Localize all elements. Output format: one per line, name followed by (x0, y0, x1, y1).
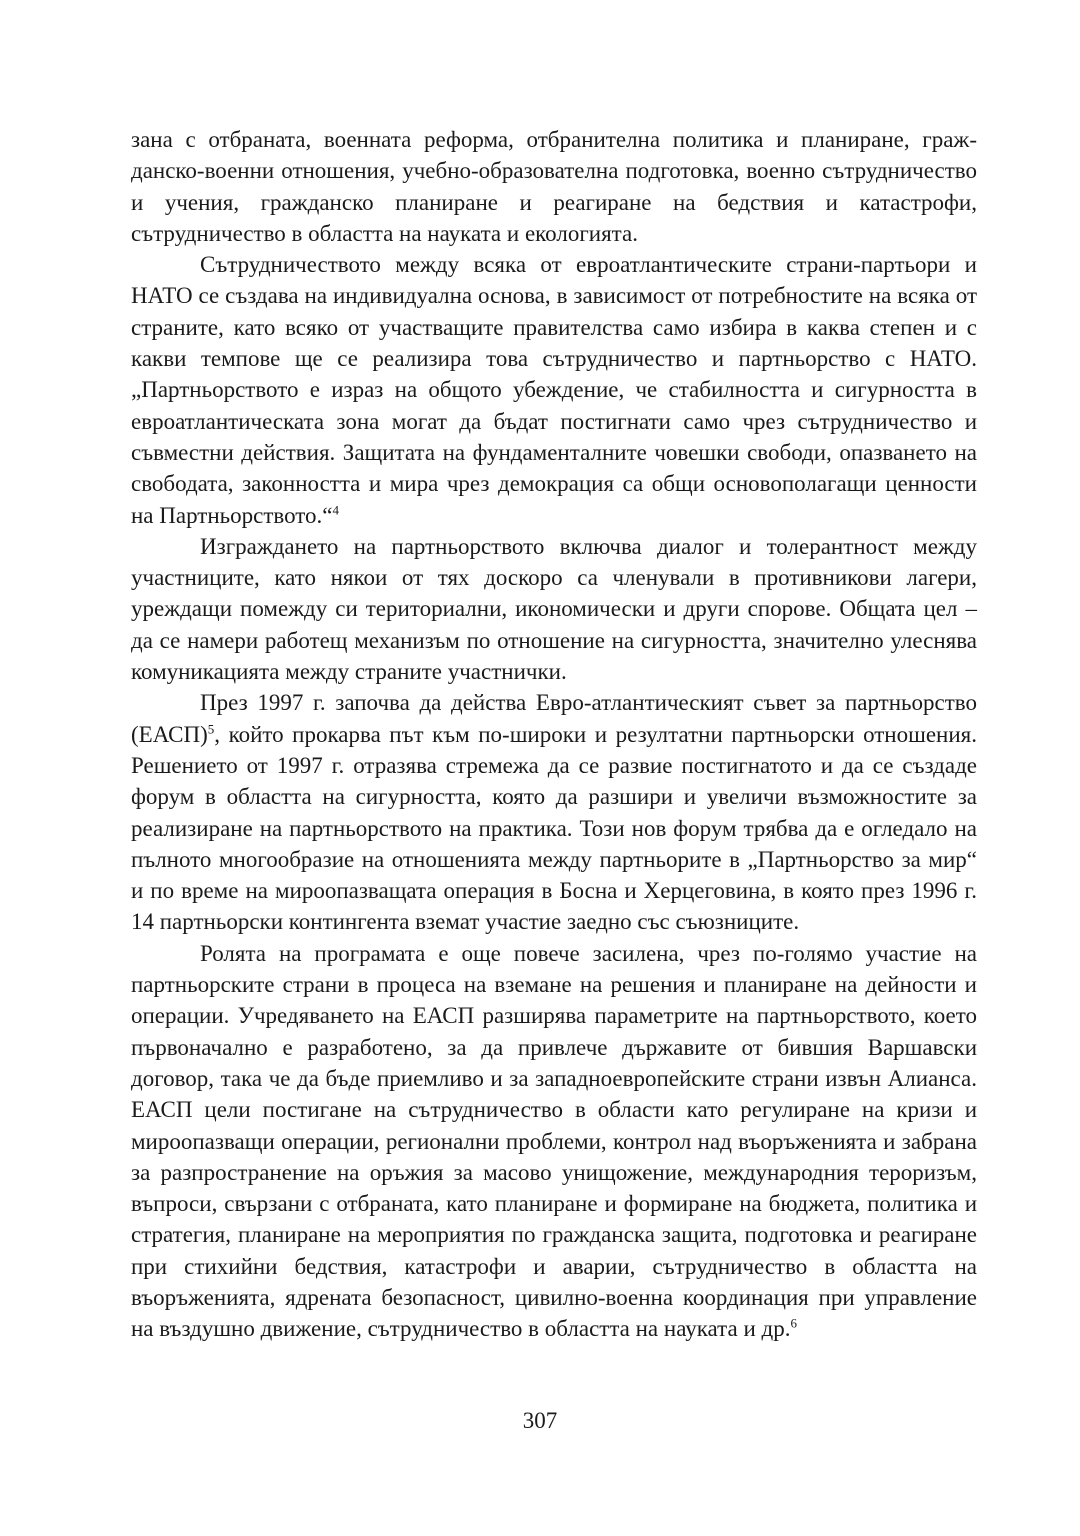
paragraph-1-text: зана с отбраната, военната реформа, отбранителна политика и планиране, гражданско-военни отношения, учебно-образователна подготовка, военно сътрудничество и учения, гражданско планиране и реагиране на бедствия и катастрофи, сътрудничество в областта на науката и екологията. (131, 127, 977, 246)
paragraph-5 (131, 938, 977, 1345)
footnote-ref-4: 4 (332, 501, 339, 517)
footnote-ref-6: 6 (790, 1315, 797, 1331)
paragraph-4-text-end: , който прокарва път към по-широки и резултатни партньорски отношения. Решението от 1997 г. отразява стремежа да се развие постигнатото и да се създаде форум в областта на сигурността, която да разшири и увеличи възможностите за реализиране на партньорството на практика. Този нов форум трябва да е огледало на пълното многообразие на отношенията между партньорите в „Партньорство за мир“ и по време на мироопазващата операция в Босна и Херцеговина, в която през 1996 г. 14 партньорски контингента вземат участие заедно със съюзниците. (131, 721, 977, 935)
page-number: 307 (522, 1408, 558, 1433)
paragraph-1 (131, 124, 977, 249)
paragraph-4-text-start: През 1997 г. започва да действа Евро-атлантическият съвет за партньорство (ЕАСП) (131, 690, 977, 747)
paragraph-3-text: Изграждането на партньорството включва диалог и толерантност между участниците, като някои от тях доскоро са членували в противникови лагери, уреждащи помежду си териториални, икономически и други спорове. Общата цел – да се намери работещ механизъм по отношение на сигурността, значително улеснява комуникацията между страните участнички. (131, 533, 977, 685)
footnote-ref-5: 5 (207, 720, 215, 736)
paragraph-4 (131, 687, 977, 937)
body-text (131, 124, 977, 1345)
paragraph-2-text: Сътрудничеството между всяка от евроатлантическите страни-партьори и НАТО се създава на индивидуална основа, в зависимост от потребностите на всяка от страните, като всяко от участващите правителства само избира в каква степен и с какви темпове ще се реализира това сътрудничество и партньорство с НАТО. „Партньорството е израз на общото убеждение, че стабилността и сигурността в евроатлантическата зона могат да бъдат постигнати само чрез сътрудничество и съвместни действия. Защитата на фундаменталните човешки свободи, опазването на свободата, законността и мира чрез демокрация са общи основополагащи ценности на Партньорството.“ (131, 252, 977, 528)
paragraph-2 (131, 249, 977, 531)
paragraph-3 (131, 531, 977, 687)
paragraph-5-text: Ролята на програмата е още повече засилена, чрез по-голямо участие на партньорските страни в процеса на вземане на решения и планиране на дейности и операции. Учредяването на ЕАСП разширява параметрите на партньорството, което първоначално е разработено, за да привлече държавите от бившия Варшавски договор, така че да бъде приемливо и за западноевропейските страни извън Алианса. ЕАСП цели постигане на сътрудничество в области като регулиране на кризи и мироопазващи операции, регионални проблеми, контрол над въоръженията и забрана за разпространение на оръжия за масово унищожение, международния тероризъм, въпроси, свързани с отбраната, като планиране и формиране на бюджета, политика и стратегия, планиране на мероприятия по гражданска защита, подготовка и реагиране при стихийни бедствия, катастрофи и аварии, сътрудничество в областта на въоръженията, ядрената безопасност, цивилно-военна координация при управление на въздушно движение, сътрудничество в областта на науката и др. (131, 940, 977, 1342)
